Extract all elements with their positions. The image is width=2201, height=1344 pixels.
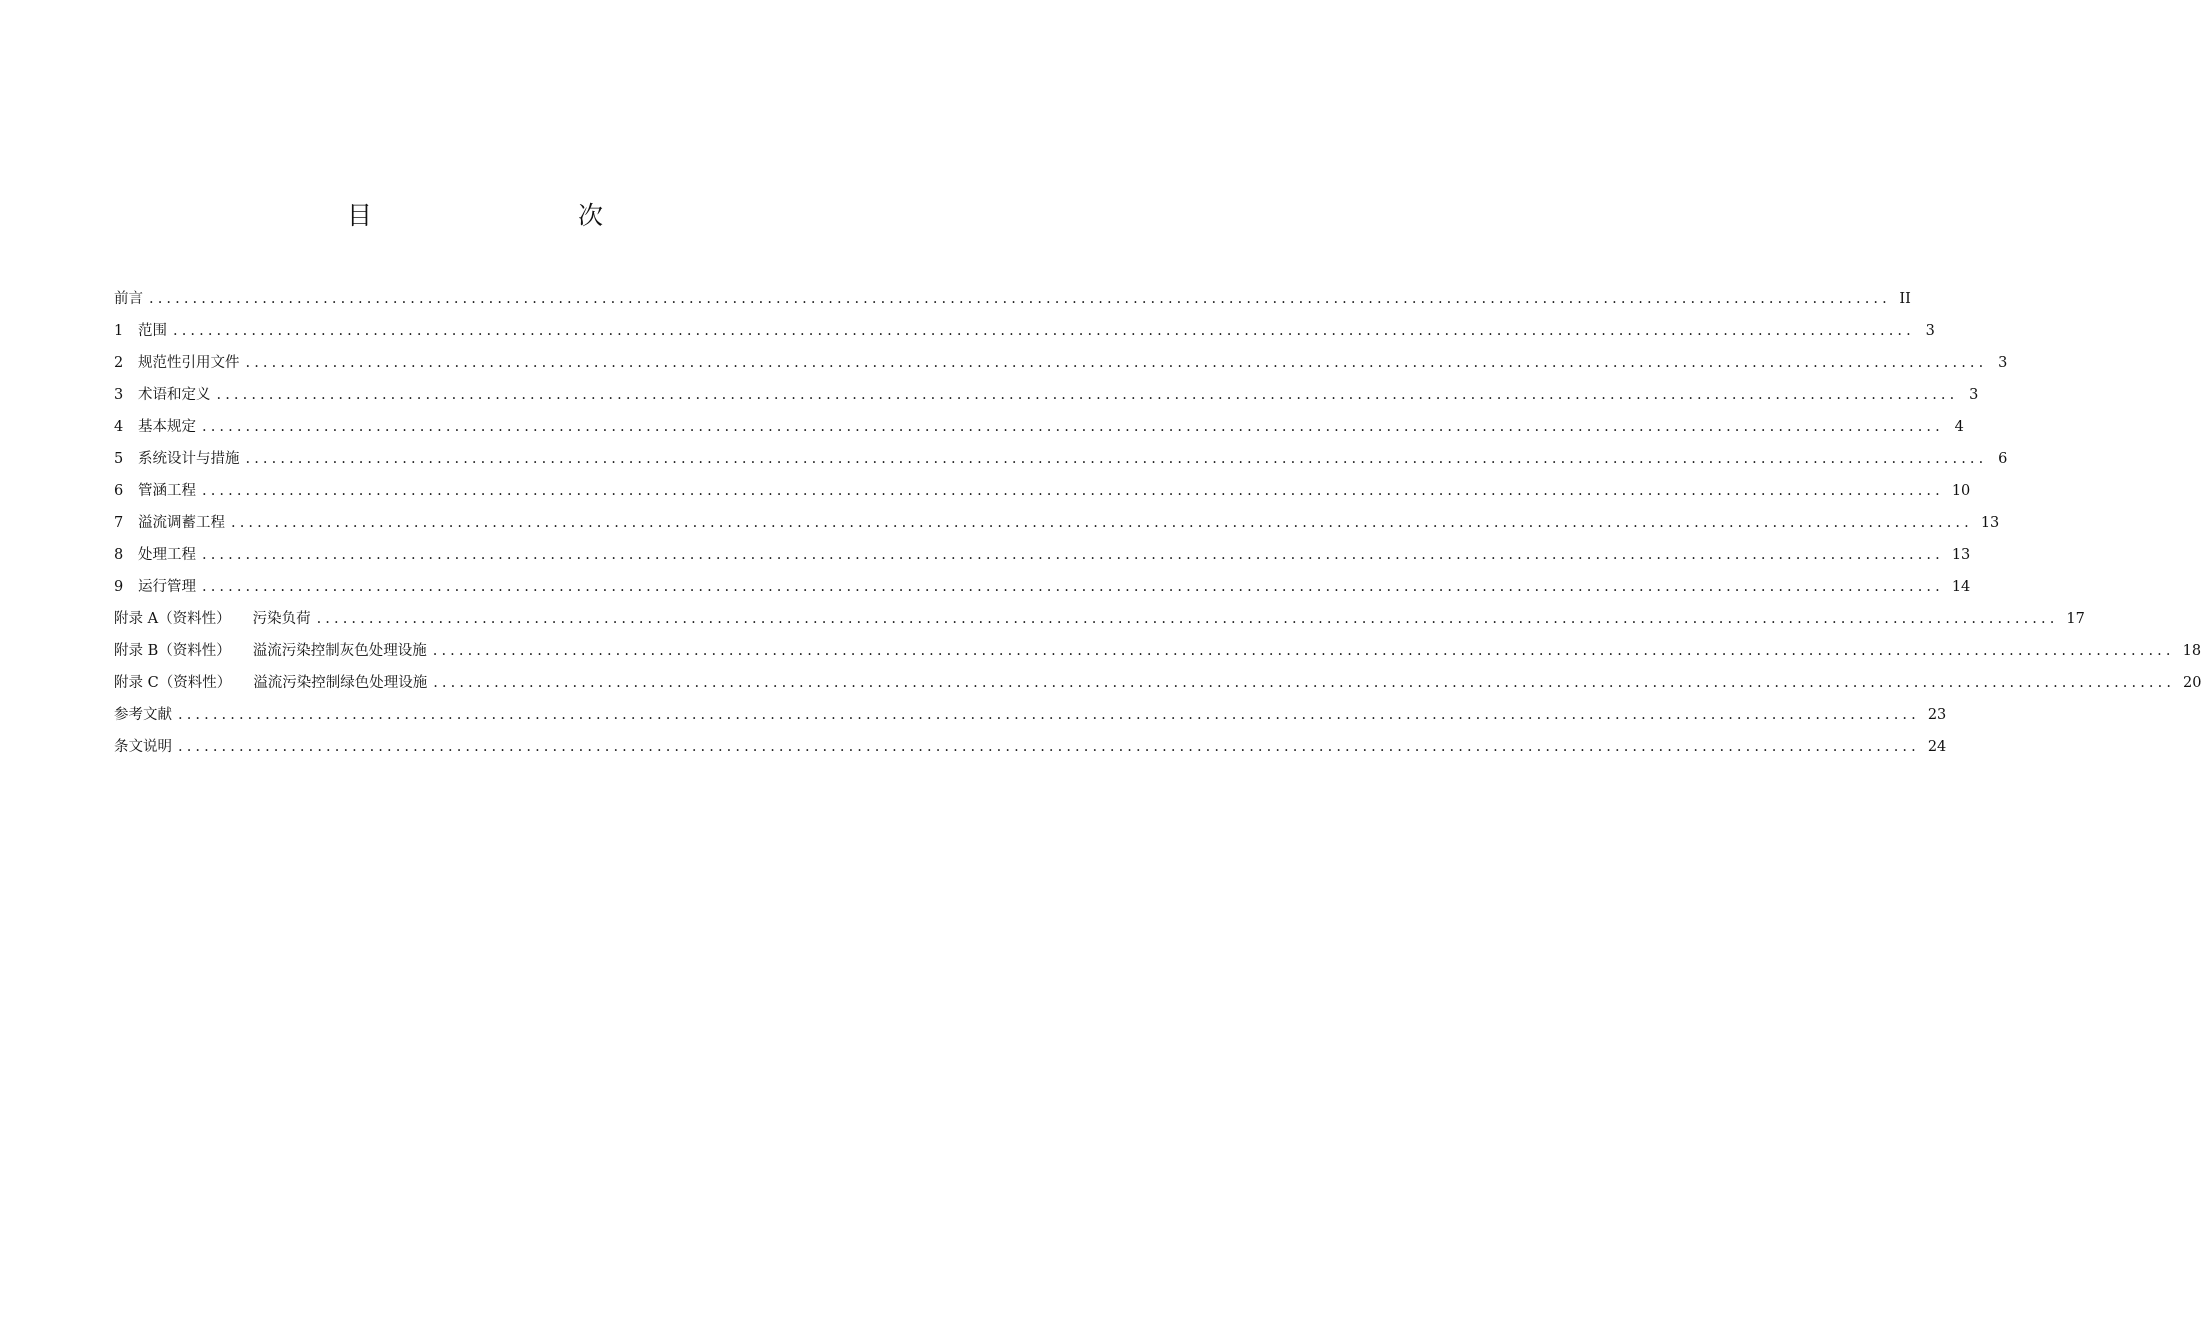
toc-entry-number: 6	[114, 483, 124, 499]
toc-dot-leader: ........................................................................................................................................................................................................	[316, 611, 2059, 627]
toc-entry[interactable]	[114, 603, 2085, 635]
toc-entry-page-number: 13	[1951, 547, 1971, 563]
toc-entry-label: 溢流污染控制绿色处理设施	[253, 675, 428, 691]
toc-entry-page-number: 24	[1927, 739, 1947, 755]
toc-entry-page-number: 3	[1969, 387, 1979, 403]
toc-entry-label: 范围	[138, 323, 167, 339]
toc-dot-leader: ........................................................................................................................................................................................................	[245, 355, 1988, 371]
toc-dot-leader: ........................................................................................................................................................................................................	[178, 739, 1920, 755]
toc-entry-number: 1	[114, 323, 124, 339]
toc-entry-label: 条文说明	[114, 739, 172, 755]
toc-entry-page-number: II	[1899, 291, 1911, 307]
toc-dot-leader: ........................................................................................................................................................................................................	[432, 643, 2175, 659]
toc-entry-label: 运行管理	[138, 579, 196, 595]
toc-entry-label: 溢流污染控制灰色处理设施	[252, 643, 427, 659]
toc-entry-page-number: 3	[1925, 323, 1935, 339]
toc-dot-leader: ........................................................................................................................................................................................................	[216, 387, 1959, 403]
toc-entry[interactable]	[114, 507, 2000, 539]
toc-entry[interactable]	[114, 475, 1971, 507]
toc-entry-label: 参考文献	[114, 707, 172, 723]
toc-entry-number: 5	[114, 451, 124, 467]
toc-dot-leader: ........................................................................................................................................................................................................	[202, 579, 1944, 595]
toc-dot-leader: ........................................................................................................................................................................................................	[245, 451, 1988, 467]
toc-entry[interactable]	[114, 635, 2201, 667]
toc-dot-leader: ........................................................................................................................................................................................................	[202, 547, 1944, 563]
toc-entry-appendix-prefix: 附录 C（资料性）	[114, 675, 232, 691]
toc-entry[interactable]	[114, 315, 1935, 347]
table-of-contents	[114, 283, 2201, 763]
toc-dot-leader: ........................................................................................................................................................................................................	[433, 675, 2176, 691]
toc-dot-leader: ........................................................................................................................................................................................................	[202, 483, 1944, 499]
toc-entry[interactable]	[114, 731, 1947, 763]
toc-entry[interactable]	[114, 539, 1971, 571]
toc-entry-number: 4	[114, 419, 124, 435]
toc-entry-number: 2	[114, 355, 124, 371]
toc-entry-appendix-prefix: 附录 B（资料性）	[114, 643, 231, 659]
toc-entry-page-number: 4	[1954, 419, 1964, 435]
toc-entry-label: 处理工程	[138, 547, 196, 563]
toc-entry[interactable]	[114, 699, 1947, 731]
toc-dot-leader: ........................................................................................................................................................................................................	[231, 515, 1973, 531]
toc-entry[interactable]	[114, 379, 1979, 411]
toc-entry-label: 系统设计与措施	[138, 451, 240, 467]
toc-entry[interactable]	[114, 411, 1964, 443]
toc-dot-leader: ........................................................................................................................................................................................................	[149, 291, 1891, 307]
toc-entry[interactable]	[114, 283, 1911, 315]
toc-dot-leader: ........................................................................................................................................................................................................	[178, 707, 1920, 723]
toc-entry-page-number: 10	[1951, 483, 1971, 499]
toc-entry-page-number: 18	[2182, 643, 2201, 659]
toc-entry[interactable]	[114, 571, 1971, 603]
toc-entry-label: 前言	[114, 291, 143, 307]
toc-entry-page-number: 20	[2183, 675, 2201, 691]
toc-entry-page-number: 3	[1998, 355, 2008, 371]
toc-entry-label: 污染负荷	[252, 611, 311, 627]
toc-entry-label: 术语和定义	[138, 387, 211, 403]
toc-entry-number: 7	[114, 515, 124, 531]
toc-entry-page-number: 14	[1951, 579, 1971, 595]
toc-entry-label: 基本规定	[138, 419, 196, 435]
toc-entry-page-number: 23	[1927, 707, 1947, 723]
toc-entry-label: 管涵工程	[138, 483, 196, 499]
toc-title: 目 次	[346, 201, 655, 230]
toc-entry-number: 8	[114, 547, 124, 563]
toc-entry-page-number: 6	[1998, 451, 2008, 467]
toc-dot-leader: ........................................................................................................................................................................................................	[173, 323, 1915, 339]
toc-entry-appendix-prefix: 附录 A（资料性）	[114, 611, 231, 627]
toc-entry[interactable]	[114, 443, 2008, 475]
toc-entry-label: 溢流调蓄工程	[138, 515, 225, 531]
toc-entry-number: 3	[114, 387, 124, 403]
toc-dot-leader: ........................................................................................................................................................................................................	[202, 419, 1944, 435]
toc-entry-label: 规范性引用文件	[138, 355, 240, 371]
toc-entry[interactable]	[114, 347, 2008, 379]
toc-entry-page-number: 13	[1980, 515, 2000, 531]
toc-entry[interactable]	[114, 667, 2201, 699]
toc-entry-number: 9	[114, 579, 124, 595]
toc-entry-page-number: 17	[2066, 611, 2085, 627]
